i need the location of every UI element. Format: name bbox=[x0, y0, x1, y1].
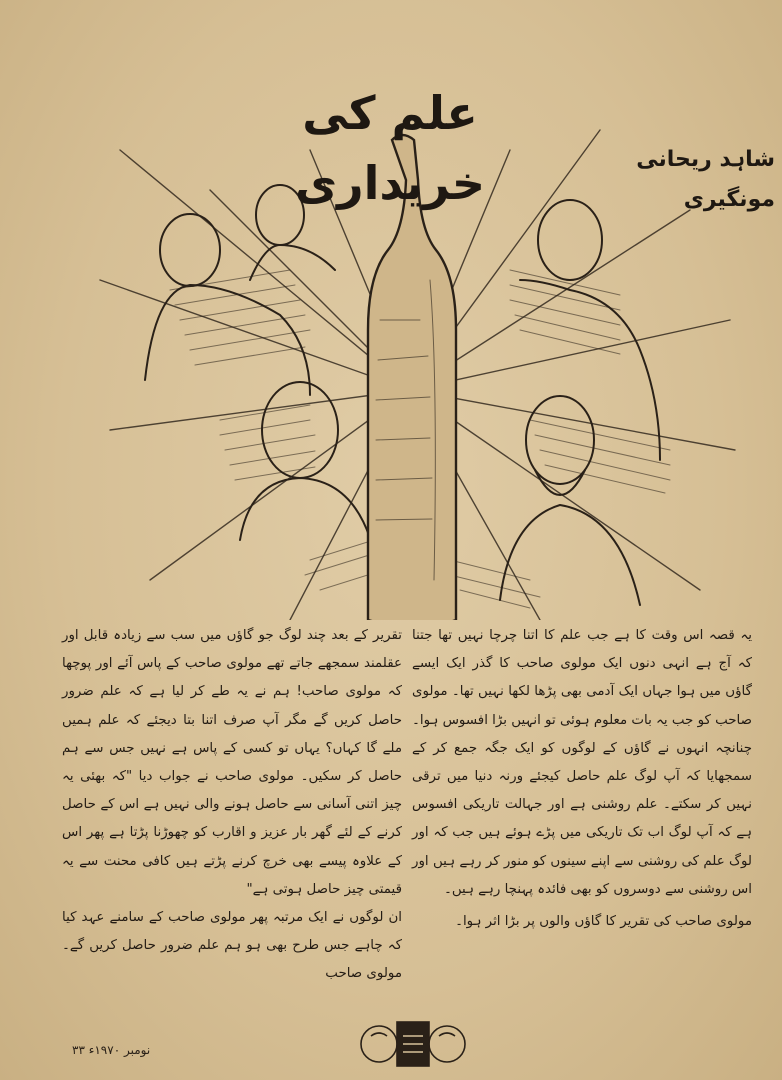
issue-footer: نومبر ۱۹۷۰ء ۳۳ bbox=[72, 1043, 151, 1057]
article-column-right bbox=[412, 622, 752, 950]
article-author: شاہد ریحانی مونگیری bbox=[636, 147, 775, 212]
publication-emblem-icon bbox=[357, 1006, 469, 1076]
article-column-left bbox=[62, 622, 402, 982]
paragraph: تقریر کے بعد چند لوگ جو گاؤں میں سب سے زیادہ قابل اور عقلمند سمجھے جاتے تھے مولوی صاحب کے پاس آئے اور پوچھا کہ مولوی صاحب! ہم نے یہ طے کر لیا ہے کہ علم ضرور حاصل کریں گے مگر آپ صرف اتنا بتا دیجئے کہ علم ہمیں ملے گا کہاں؟ یہاں تو کسی کے پاس ہے نہیں جس سے ہم حاصل کر سکیں۔ مولوی صاحب نے جواب دیا "کہ بھئی یہ چیز اتنی آسانی سے حاصل ہونے والی نہیں ہے اس کے حاصل کرنے کے لئے گھر بار عزیز و اقارب کو چھوڑنا پڑتا ہے پھر اس کے علاوہ پیسے بھی خرچ کرنے پڑتے ہیں کافی محنت سے یہ قیمتی چیز حاصل ہوتی ہے" bbox=[62, 628, 402, 897]
paragraph: یہ قصہ اس وقت کا ہے جب علم کا اتنا چرچا نہیں تھا جتنا کہ آج ہے انہی دنوں ایک مولوی صاحب کا گذر ایک ایسے گاؤں میں ہوا جہاں ایک آدمی بھی پڑھا لکھا نہیں تھا۔ مولوی صاحب کو جب یہ بات معلوم ہوئی تو انہیں بڑا افسوس ہوا۔ چنانچہ انہوں نے گاؤں کے لوگوں کو ایک جگہ جمع کر کے سمجھایا کہ آپ لوگ علم حاصل کیجئے ورنہ دنیا میں ترقی نہیں کر سکتے۔ علم روشنی ہے اور جہالت تاریکی افسوس ہے کہ آپ لوگ اب تک تاریکی میں پڑے ہوئے ہیں جب کہ اور لوگ علم کی روشنی سے اپنے سینوں کو منور کر رہے ہیں اور اس روشنی سے دوسروں کو بھی فائدہ پہنچا رہے ہیں۔ bbox=[412, 628, 752, 897]
article-title: علم کی خریداری bbox=[294, 86, 486, 210]
paragraph: مولوی صاحب کی تقریر کا گاؤں والوں پر بڑا اثر ہوا۔ bbox=[455, 914, 752, 930]
paragraph: ان لوگوں نے ایک مرتبہ پھر مولوی صاحب کے سامنے عہد کیا کہ چاہے جس طرح بھی ہو ہم علم ضرور حاصل کریں گے۔ مولوی صاحب bbox=[62, 910, 402, 982]
